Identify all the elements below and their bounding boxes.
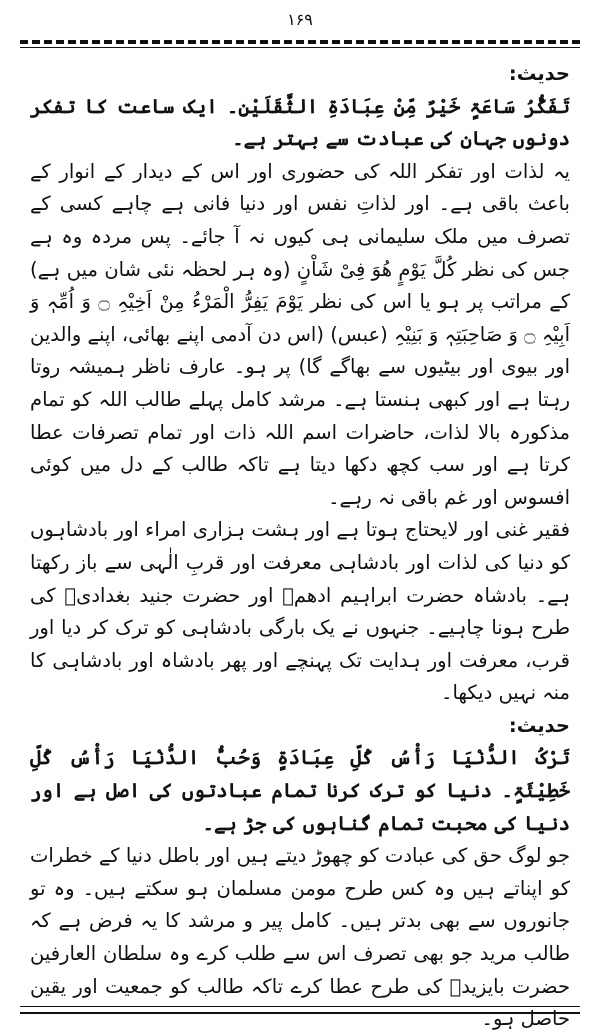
hadith-heading: حدیث: <box>508 62 570 85</box>
hadith-paragraph: تَرْکُ الدُّنْیَا رَأْسُ کُلِّ عِبَادَۃٍ وَحُبُّ الدُّنْیَا رَأْسُ کُلِّ خَطِیْئَۃٍ۔ دنیا کو ترک کرنا تمام عبادتوں کی اصل ہے اور دنیا کی محبت تمام گناہوں کی جڑ ہے۔ <box>30 746 570 835</box>
page-number: ۱۶۹ <box>287 10 313 29</box>
footer-rule <box>20 1012 580 1014</box>
header-rule-solid <box>20 47 580 48</box>
footer-rule <box>20 1006 580 1007</box>
page-body <box>30 58 570 1036</box>
body-paragraph: فقیر غنی اور لایحتاج ہوتا ہے اور ہشت ہزاری امراء اور بادشاہوں کو دنیا کی لذات اور بادشاہی معرفت اور قربِ الٰہی سے باز رکھتا ہے۔ بادشاہ حضرت ابراہیم ادھمؒ اور حضرت جنید بغدادیؒ کی طرح ہونا چاہیے۔ جنہوں نے یک بارگی بادشاہی کو ترک کر دیا اور قرب، معرفت اور ہدایت تک پہنچے اور پھر بادشاہ اور بادشاہی کا منہ نہیں دیکھا۔ <box>30 518 570 705</box>
body-paragraph: جو لوگ حق کی عبادت کو چھوڑ دیتے ہیں اور باطل دنیا کے خطرات کو اپناتے ہیں وہ کس طرح مومن مسلمان ہو سکتے ہیں۔ وہ تو جانوروں سے بھی بدتر ہیں۔ کامل پیر و مرشد کا یہ فرض ہے کہ طالب مرید جو بھی تصرف اس سے طلب کرے وہ سلطان العارفین حضرت بایزیدؒ کی طرح عطا کرے تاکہ طالب کو جمعیت اور یقین حاصل ہو۔ <box>30 844 570 1031</box>
hadith-paragraph: تَفَکُّرُ سَاعَۃٍ خَیْرٌ مِّنْ عِبَادَۃِ الثَّقَلَیْنِ۔ ایک ساعت کا تفکر دونوں جہان کی عبادت سے بہتر ہے۔ <box>30 94 570 151</box>
body-paragraph: یہ لذات اور تفکر اللہ کی حضوری اور اس کے دیدار کے انوار کے باعث باقی ہے۔ اور لذاتِ نفس اور دنیا فانی ہے چاہے کسی کے تصرف میں ملک سلیمانی ہی کیوں نہ آ جائے۔ پس مردہ وہ ہے جس کی نظر کُلَّ یَوْمٍ ھُوَ فِیْ شَاْنٍ (وہ ہر لحظہ نئی شان میں ہے) کے مراتب پر ہو یا اس کی نظر یَوْمَ یَفِرُّ الْمَرْءُ مِنْ اَخِیْہِ ۝ وَ اُمِّہٖ وَ اَبِیْہِ ۝ وَ صَاحِبَتِہٖ وَ بَنِیْہِ (عبس) (اس دن آدمی اپنے بھائی، اپنے والدین اور بیوی اور بیٹیوں سے بھاگے گا) پر ہو۔ عارف ناظر ہمیشہ روتا رہتا ہے اور کبھی ہنستا ہے۔ مرشد کامل پہلے طالب اللہ کو تمام مذکورہ بالا لذات، حاضرات اسم اللہ ذات اور تمام تصرفات عطا کرتا ہے اور سب کچھ دکھا دیتا ہے تاکہ طالب کے دل میں کوئی افسوس اور غم باقی نہ رہے۔ <box>30 159 571 509</box>
hadith-heading: حدیث: <box>508 713 570 737</box>
header-rule-dashed <box>20 40 580 44</box>
